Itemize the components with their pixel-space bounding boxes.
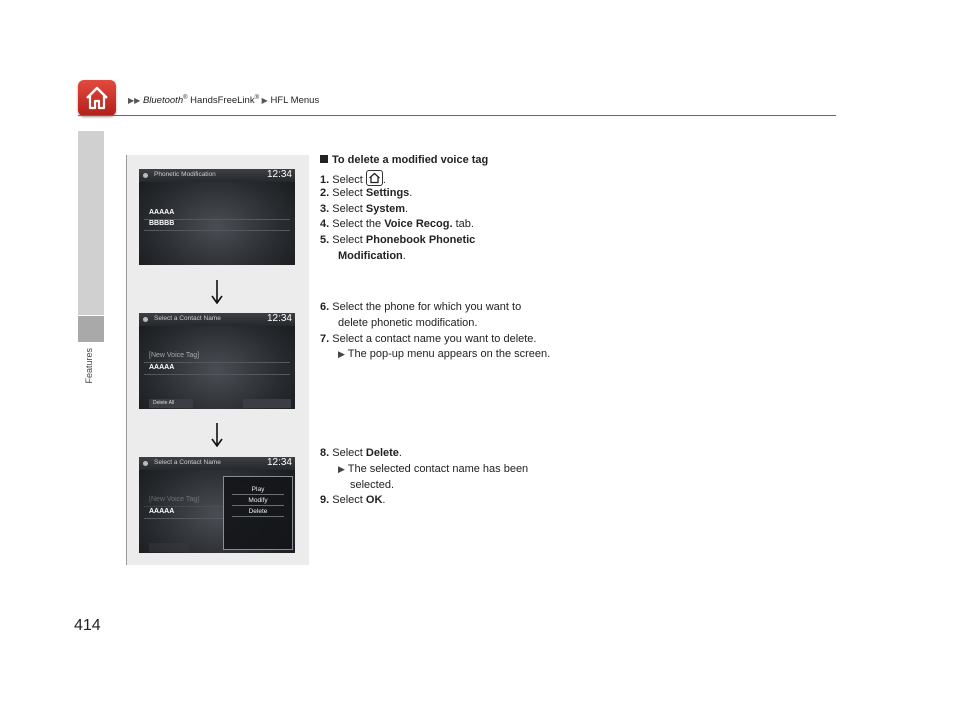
step-4: 4. Select the Voice Recog. tab. <box>320 218 474 230</box>
breadcrumb-handsfreelink[interactable]: HandsFreeLink <box>187 95 255 107</box>
breadcrumb-arrow-icon: ▶ <box>261 96 268 106</box>
step-6: 6. Select the phone for which you want to delete phonetic modification. <box>320 301 522 329</box>
home-icon <box>366 170 383 186</box>
list-item[interactable]: AAAAA <box>144 507 290 519</box>
menu-item-delete[interactable]: Delete <box>232 507 284 517</box>
list-item[interactable]: BBBBB <box>144 219 290 231</box>
section-heading: To delete a modified voice tag <box>320 154 488 166</box>
sidebar-label: Features <box>84 348 94 384</box>
step-2: 2. Select Settings. <box>320 187 413 199</box>
popup-menu <box>223 476 293 550</box>
breadcrumb <box>128 95 319 106</box>
screen-title: Select a Contact Name <box>154 315 221 322</box>
breadcrumb-reg-mark: ® <box>254 95 260 101</box>
breadcrumb-reg-mark: ® <box>183 95 188 101</box>
screen-clock: 12:34 <box>266 457 292 468</box>
screen-title: Select a Contact Name <box>154 459 221 466</box>
step-7-result: ▶ The pop-up menu appears on the screen. <box>338 348 551 360</box>
screen-clock: 12:34 <box>266 313 292 324</box>
square-bullet-icon <box>320 155 328 163</box>
result-arrow-icon: ▶ <box>338 349 345 359</box>
step-8-result: ▶ The selected contact name has been selected. <box>338 463 529 491</box>
home-icon[interactable] <box>78 80 116 116</box>
step-1: 1. Select . <box>320 170 580 189</box>
breadcrumb-hfl-menus[interactable]: HFL Menus <box>270 95 320 107</box>
list-item[interactable]: AAAAA <box>144 208 290 220</box>
screen-phonetic-modification <box>139 169 295 265</box>
page-number: 414 <box>74 617 101 634</box>
menu-item-modify[interactable]: Modify <box>232 496 284 506</box>
screen-dot-icon <box>143 317 148 322</box>
screen-dot-icon <box>143 461 148 466</box>
screen-select-contact <box>139 313 295 409</box>
down-arrow-icon <box>210 423 224 447</box>
breadcrumb-bluetooth[interactable]: Bluetooth <box>142 95 184 107</box>
result-arrow-icon: ▶ <box>338 464 345 474</box>
breadcrumb-arrow-icon: ▶▶ <box>128 96 141 106</box>
down-arrow-icon <box>210 280 224 304</box>
step-5: 5. Select Phonebook Phonetic Modification. <box>320 234 476 262</box>
screen-title: Phonetic Modification <box>154 171 216 178</box>
sidebar-tab-inactive <box>78 131 104 315</box>
delete-all-button[interactable] <box>149 543 189 552</box>
sidebar-tab-active[interactable] <box>78 316 104 342</box>
menu-item-play[interactable]: Play <box>232 485 284 495</box>
screen-dot-icon <box>143 173 148 178</box>
list-item-new-voice-tag[interactable]: [New Voice Tag] <box>144 495 290 507</box>
screen-clock: 12:34 <box>266 169 292 180</box>
step-3: 3. Select System. <box>320 203 409 215</box>
delete-all-button[interactable]: Delete All <box>149 399 193 408</box>
step-8: 8. Select Delete. <box>320 447 402 459</box>
list-item[interactable]: AAAAA <box>144 363 290 375</box>
header-divider <box>78 115 836 116</box>
ok-button[interactable] <box>243 399 291 408</box>
screen-select-contact-popup <box>139 457 295 553</box>
step-7: 7. Select a contact name you want to delete. <box>320 333 537 345</box>
list-item-new-voice-tag[interactable]: [New Voice Tag] <box>144 351 290 363</box>
step-9: 9. Select OK. <box>320 494 386 506</box>
